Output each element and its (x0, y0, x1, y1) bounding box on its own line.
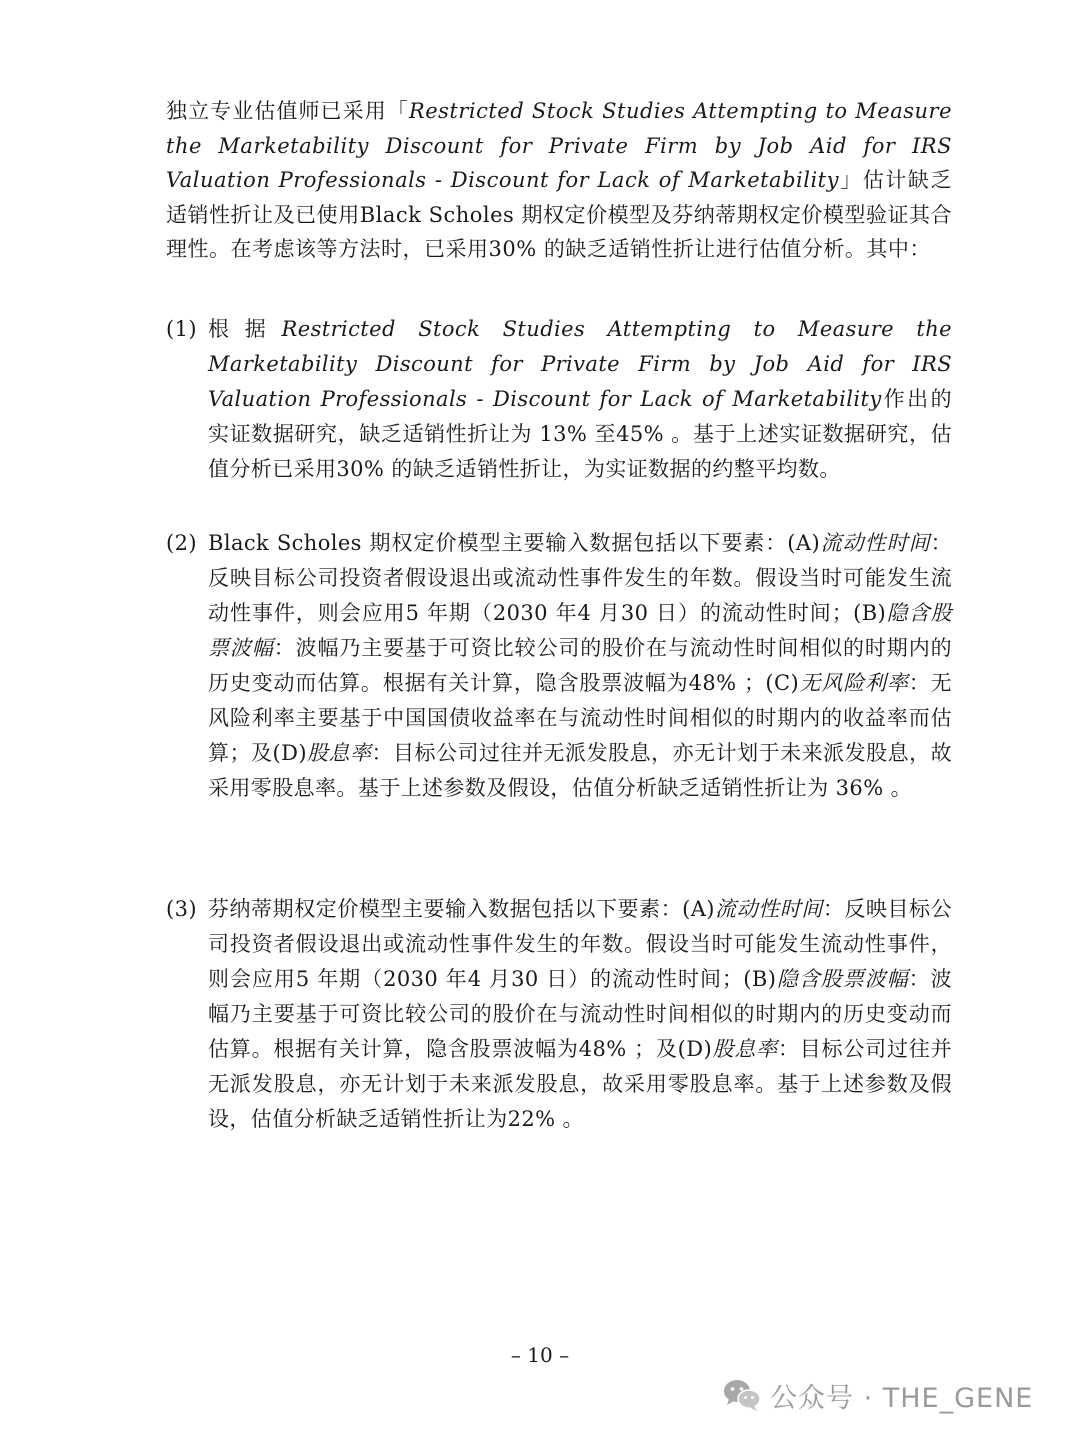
item-text: 芬纳蒂期权定价模型主要输入数据包括以下要素：(A) (208, 897, 715, 921)
list-item-body (208, 526, 952, 806)
item-text: ：反映目标公司投资者假设退出或流动性事件发生的年数。假设当时可能发生流动性事件，则会应用5 年期（2030 年4 月30 日）的流动性时间；(B) (208, 897, 952, 991)
item-text: 作出的实证数据研究，缺乏适销性折让为 13% 至45% 。基于上述实证数据研究，估值分析已采用30% 的缺乏适销性折让，为实证数据的约整平均数。 (208, 387, 952, 481)
intro-paragraph (166, 94, 952, 267)
item-term: 流动性时间 (714, 897, 823, 921)
page-number: – 10 – (510, 1343, 570, 1367)
item-text: ：反映目标公司投资者假设退出或流动性事件发生的年数。假设当时可能发生流动性事件，则会应用5 年期（2030 年4 月30 日）的流动性时间；(B) (208, 531, 952, 625)
item-text: ：无风险利率主要基于中国国债收益率在与流动性时间相似的时期内的收益率而估算；及(D) (208, 671, 952, 765)
wechat-icon (722, 1378, 762, 1412)
list-item-body (208, 892, 952, 1137)
list-item-1 (166, 312, 952, 487)
item-text: ：目标公司过往并无派发股息，亦无计划于未来派发股息，故采用零股息率。基于上述参数及假设，估值分析缺乏适销性折让为 36% 。 (208, 741, 952, 800)
list-item-2 (166, 526, 952, 806)
intro-text-2: 」估计缺乏适销性折让及已使用Black Scholes 期权定价模型及芬纳蒂期权定价模型验证其合理性。在考虑该等方法时，已采用30% 的缺乏适销性折让进行估值分析。其中： (166, 168, 953, 262)
watermark-text: 公众号 · THE_GENE (770, 1382, 1034, 1414)
item-term: 无风险利率 (799, 671, 909, 695)
list-item-number: (1) (166, 317, 197, 341)
item-term: 股息率 (306, 741, 372, 765)
item-text: ：目标公司过往并无派发股息，亦无计划于未来派发股息，故采用零股息率。基于上述参数及假设，估值分析缺乏适销性折让为22% 。 (208, 1037, 952, 1131)
watermark (722, 1372, 1033, 1418)
list-item-number: (2) (166, 531, 197, 555)
item-cited-study: Restricted Stock Studies Attempting to Measure the Marketability Discount for Private Firm by Job Aid for IRS Valuation Professionals - Discount for Lack of Marketability (208, 317, 952, 411)
item-text: Black Scholes 期权定价模型主要输入数据包括以下要素：(A) (208, 531, 821, 555)
item-text: ：波幅乃主要基于可资比较公司的股价在与流动性时间相似的时期内的历史变动而估算。根据有关计算，隐含股票波幅为48% ；及(D) (208, 967, 952, 1061)
intro-text-1: 独立专业估值师已采用「 (166, 99, 409, 123)
item-term: 流动性时间 (820, 531, 931, 555)
list-item-body (208, 312, 952, 487)
item-term: 股息率 (712, 1037, 778, 1061)
item-text: 根据 (208, 317, 282, 341)
item-term: 隐含股票波幅 (208, 601, 952, 660)
list-item-3 (166, 892, 952, 1137)
intro-cited-study: Restricted Stock Studies Attempting to Measure the Marketability Discount for Private Firm by Job Aid for IRS Valuation Professionals - Discount for Lack of Marketability (166, 99, 952, 193)
item-term: 隐含股票波幅 (776, 967, 909, 991)
item-text: ：波幅乃主要基于可资比较公司的股价在与流动性时间相似的时期内的历史变动而估算。根据有关计算，隐含股票波幅为48% ；(C) (208, 636, 953, 695)
list-item-number: (3) (166, 897, 197, 921)
